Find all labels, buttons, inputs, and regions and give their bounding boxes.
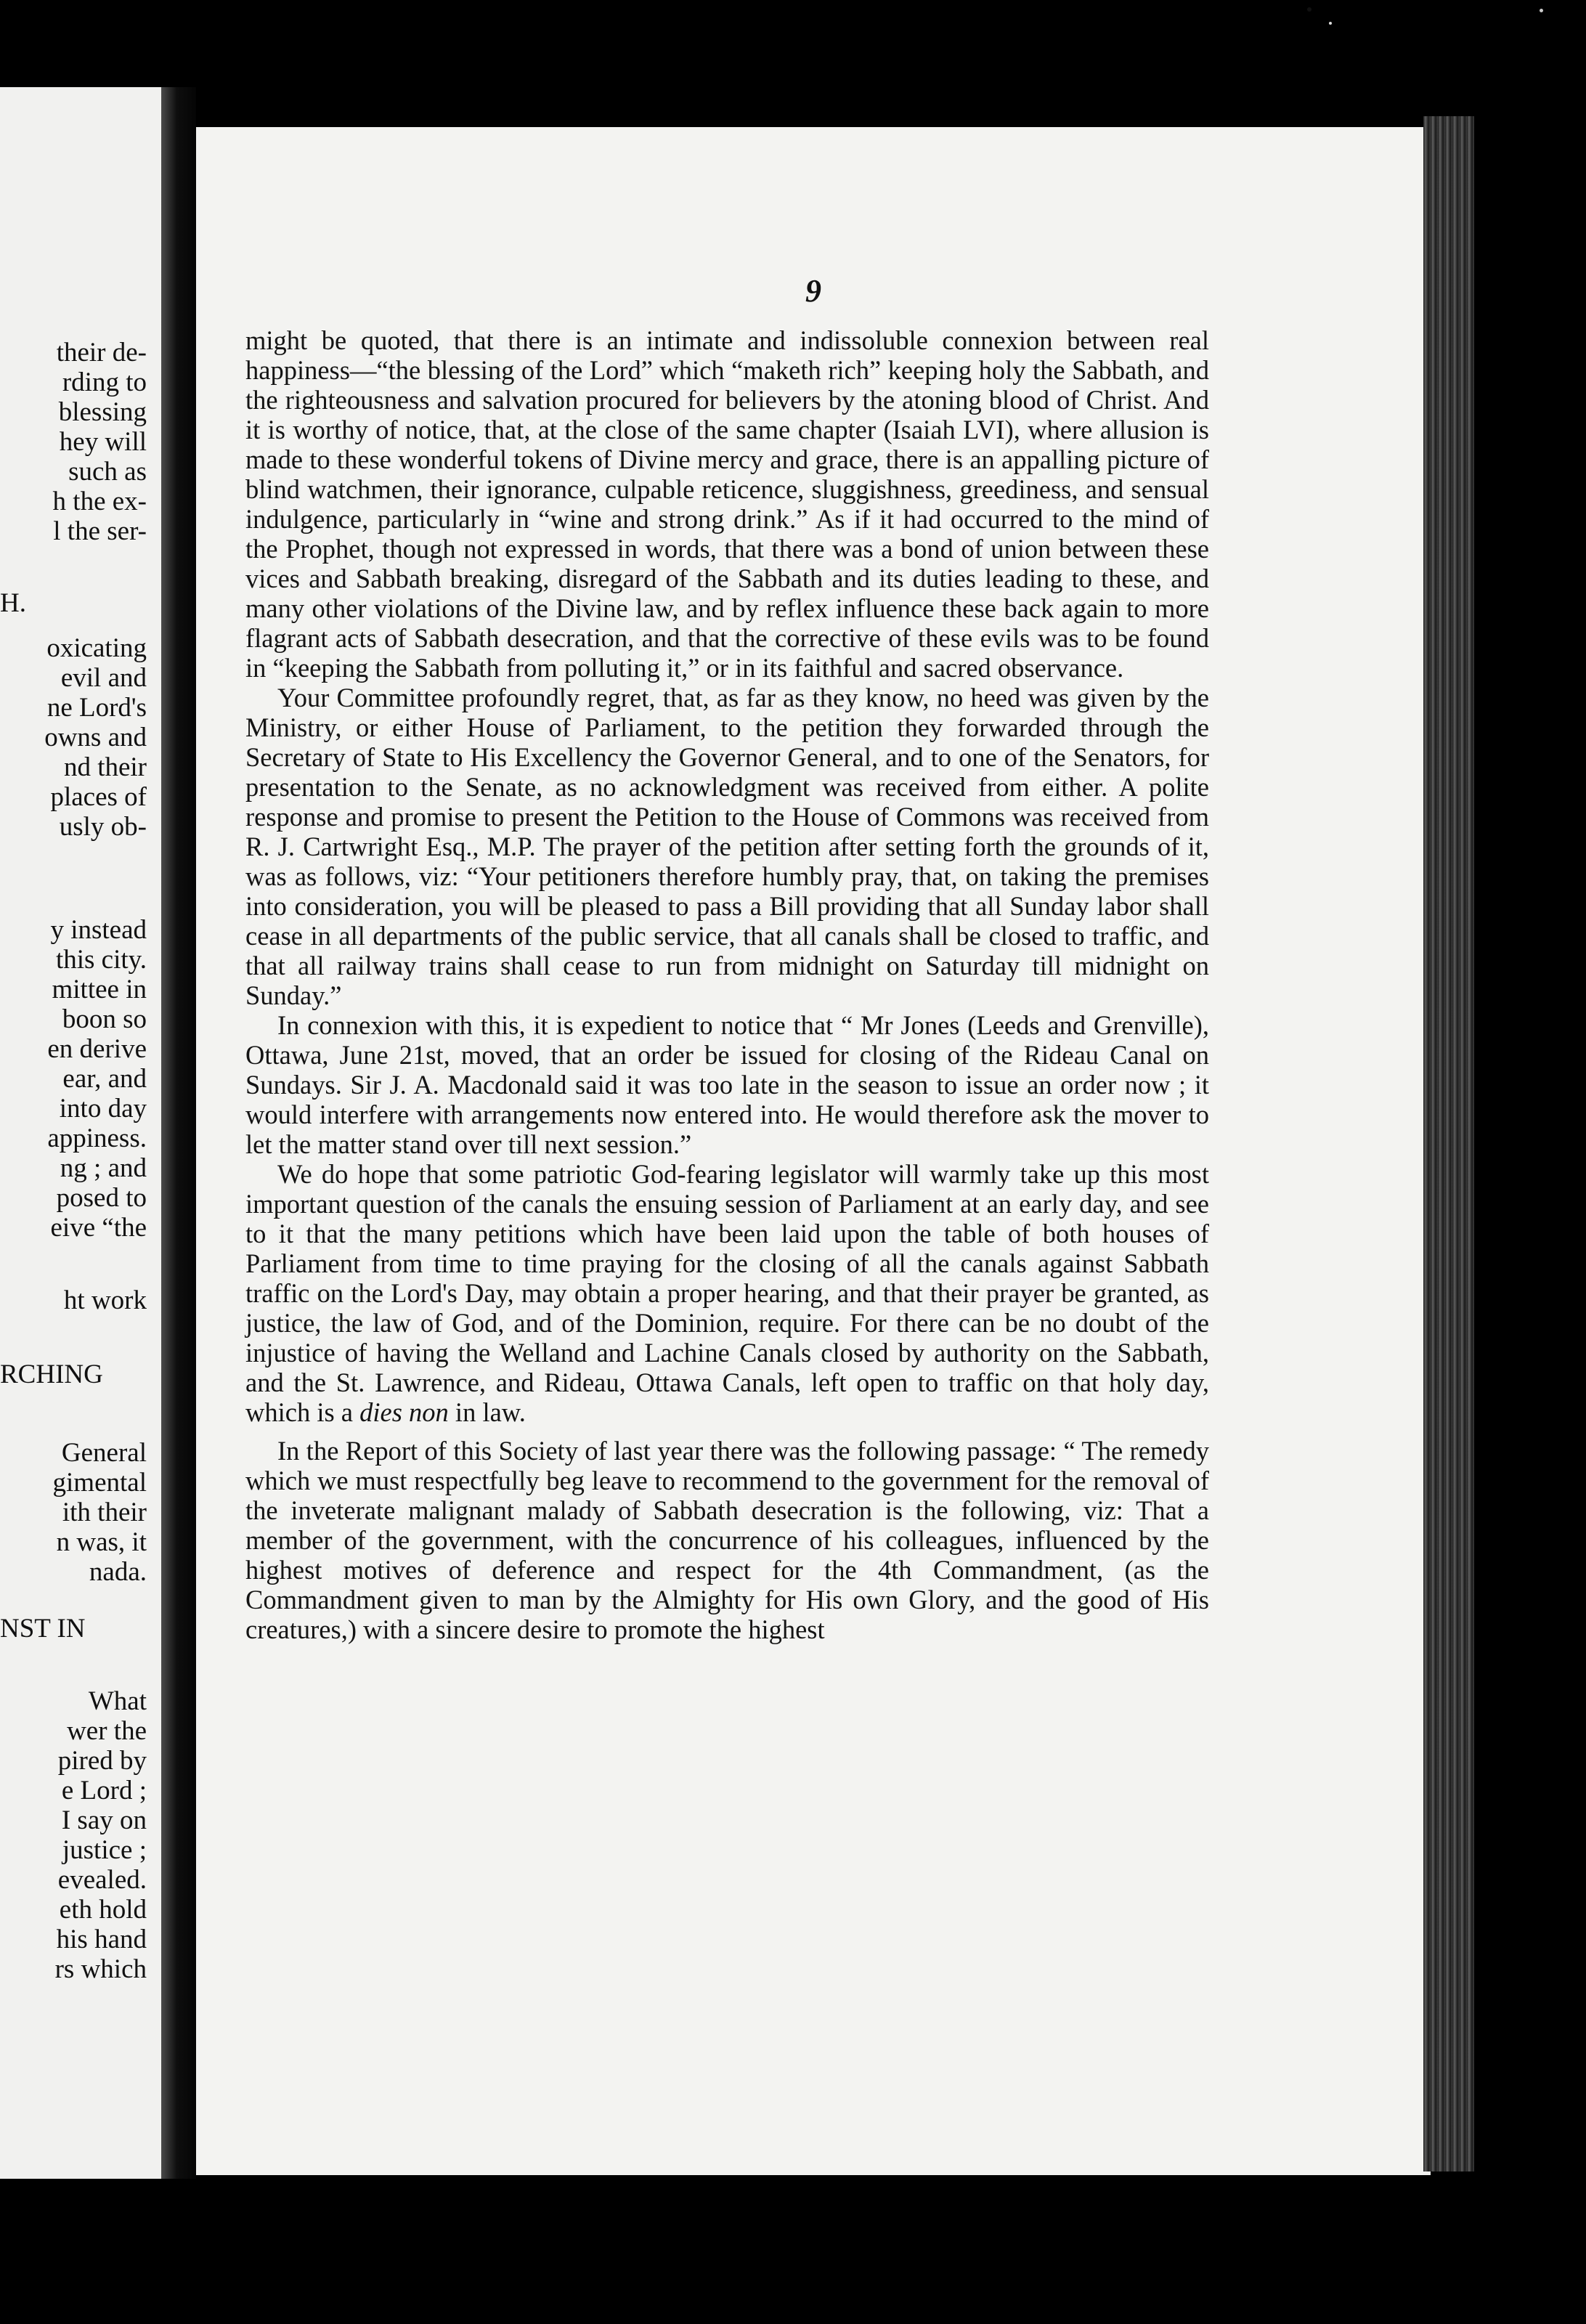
left-page-line: nada. (89, 1557, 147, 1587)
scan-speck (1540, 9, 1543, 12)
left-page-line: ng ; and (60, 1153, 147, 1183)
left-page-line: I say on (61, 1805, 147, 1835)
left-page-line: posed to (56, 1183, 147, 1213)
paragraph-4-text: We do hope that some patriotic God-fearing legislator will warmly take up this most important question of the canals the ensuing session of Parliament at an early day, and see to it that the many petitions which have been laid upon the table of both houses of Parliament from time to time praying for the closing of all the canals against Sabbath traffic on the Lord's Day, may obtain a proper hearing, and that their prayer be granted, as justice, the law of God, and of the Dominion, require. For there can be no doubt of the injustice of having the Welland and Lachine Canals closed by authority on the Sabbath, and the St. Lawrence, and Rideau, Ottawa Canals, left open to traffic on that holy day, which is a (245, 1159, 1209, 1427)
left-page-line: H. (0, 588, 26, 618)
paragraph-3: In connexion with this, it is expedient to notice that “ Mr Jones (Leeds and Grenville), Ottawa, June 21st, moved, that an order be issued for closing of the Rideau Canal on Sundays. Sir J. A. Macdonald said it was too late in the season to issue an order now ; it would interfere with arrangements now entered into. He would therefore ask the mover to let the matter stand over till next session.” (245, 1010, 1209, 1159)
book-gutter (161, 87, 196, 2179)
paragraph-2: Your Committee profoundly regret, that, as far as they know, no heed was given by the Ministry, or either House of Parliament, to the petition they forwarded through the Secretary of State to His Excellency the Governor General, and to one of the Senators, for presentation to the Senate, as no acknowledgment was received from either. A polite response and promise to present the Petition to the House of Commons was received from R. J. Cartwright Esq., M.P. The prayer of the petition after setting forth the grounds of it, was as follows, viz: “Your petitioners therefore humbly pray, that, on taking the premises into consideration, you will be pleased to pass a Bill providing that all Sunday labor shall cease in all departments of the public service, that all canals shall be closed to traffic, and that all railway trains shall cease to run from midnight on Saturday till midnight on Sunday.” (245, 683, 1209, 1010)
paragraph-4-tail: in law. (448, 1397, 526, 1427)
left-page-line: ht work (63, 1285, 147, 1315)
left-page-line: ear, and (62, 1064, 147, 1094)
left-page-line: appiness. (47, 1124, 147, 1153)
paragraph-4 (245, 1159, 1209, 1427)
left-page-line: evealed. (57, 1865, 147, 1895)
left-page-line: justice ; (62, 1835, 147, 1865)
left-page-line: rs which (54, 1954, 147, 1984)
left-page-line: wer the (67, 1716, 147, 1746)
left-page-line: n was, it (56, 1527, 147, 1557)
left-page-line: their de- (56, 338, 147, 367)
left-page-line: General (61, 1438, 147, 1468)
left-page-line: RCHING (0, 1360, 103, 1389)
left-page-line: What (88, 1686, 147, 1716)
scan-speck (1307, 7, 1312, 12)
paragraph-1: might be quoted, that there is an intimate and indissoluble connexion between real happiness—“the blessing of the Lord” which “maketh rich” keeping holy the Sabbath, and the righteousness and salvation procured for believers by the atoning blood of Christ. And it is worthy of notice, that, at the close of the same chapter (Isaiah LVI), where allusion is made to these wonderful tokens of Divine mercy and grace, there is an appalling picture of blind watchmen, their ignorance, culpable reticence, sluggishness, greediness, and sensual indulgence, particularly in “wine and strong drink.” As if it had occurred to the mind of the Prophet, though not expressed in words, that there was a bond of union between these vices and Sabbath breaking, disregard of the Sabbath and its duties leading to these, and many other violations of the Divine law, and by reflex influence these back again to more flagrant acts of Sabbath desecration, and that the corrective of these evils was to be found in “keeping the Sabbath from polluting it,” or in its faithful and sacred observance. (245, 325, 1209, 683)
page-number: 9 (805, 273, 821, 309)
left-page-line: usly ob- (59, 812, 147, 842)
left-page-line: hey will (59, 427, 147, 457)
left-page-line: ith their (62, 1498, 147, 1527)
page-body-text (245, 325, 1209, 1644)
left-page-line: rding to (62, 367, 147, 397)
left-page-line: evil and (60, 663, 147, 693)
left-page-line: his hand (56, 1925, 147, 1954)
scan-speck (1329, 22, 1332, 25)
page-block-edge (1423, 116, 1474, 2171)
left-page-line: l the ser- (53, 516, 147, 546)
left-page-line: gimental (52, 1468, 147, 1498)
left-page-line: places of (50, 782, 147, 812)
left-page-line: en derive (47, 1034, 147, 1064)
dies-non-italic: dies non (359, 1397, 449, 1427)
left-page-fragment (0, 87, 161, 2179)
left-page-line: pired by (57, 1746, 147, 1776)
left-page-line: blessing (58, 397, 147, 427)
left-page-line: nd their (63, 752, 147, 782)
left-page-line: e Lord ; (61, 1776, 147, 1805)
left-page-line: boon so (62, 1004, 147, 1034)
left-page-line: ne Lord's (46, 693, 147, 723)
left-page-line: eive “the (50, 1213, 147, 1243)
left-page-line: NST IN (0, 1614, 86, 1644)
paragraph-5: In the Report of this Society of last year there was the following passage: “ The remedy which we must respectfully beg leave to recommend to the government for the removal of the inveterate malignant malady of Sabbath desecration is the following, viz: That a member of the government, with the concurrence of his colleagues, influenced by the highest motives of deference and respect for the 4th Commandment, (as the Commandment given to man by the Almighty for His own Glory, and the good of His creatures,) with a sincere desire to promote the highest (245, 1436, 1209, 1644)
left-page-line: h the ex- (52, 487, 147, 516)
left-page-line: y instead (50, 915, 147, 945)
left-page-line: such as (68, 457, 147, 487)
left-page-line: eth hold (59, 1895, 147, 1925)
left-page-line: oxicating (46, 633, 147, 663)
left-page-line: into day (59, 1094, 147, 1124)
left-page-line: mittee in (52, 975, 147, 1004)
left-page-line: owns and (44, 723, 147, 752)
left-page-line: this city. (55, 945, 147, 975)
